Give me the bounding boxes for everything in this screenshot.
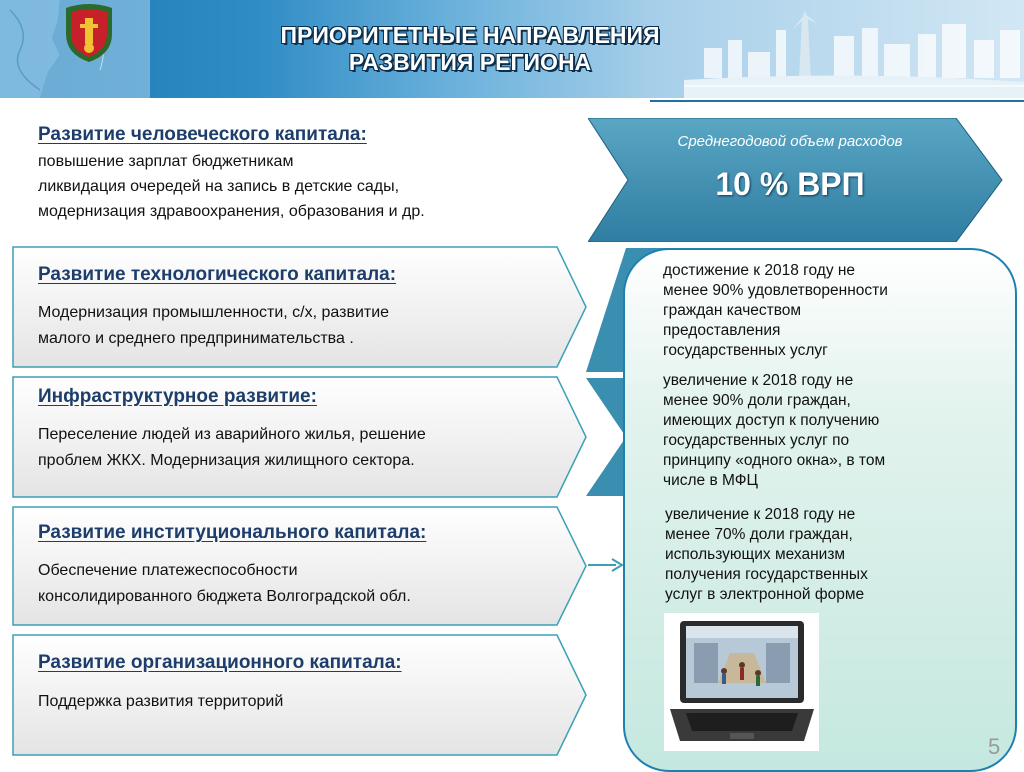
section-line: ликвидация очередей на запись в детские сады, [38, 178, 400, 195]
page-title [220, 22, 720, 76]
result-item [663, 261, 963, 361]
result-item [665, 505, 965, 605]
header-divider [650, 100, 1024, 102]
laptop-image [664, 613, 819, 751]
result-line: достижение к 2018 году не [663, 262, 856, 279]
header-banner [0, 0, 1024, 98]
section-line: малого и среднего предпринимательства . [38, 330, 354, 347]
result-line: увеличение к 2018 году не [665, 506, 856, 523]
title-line-2: РАЗВИТИЯ РЕГИОНА [348, 49, 592, 75]
result-line: государственных услуг [663, 342, 828, 359]
coat-of-arms-icon [60, 4, 118, 64]
title-line-1: ПРИОРИТЕТНЫЕ НАПРАВЛЕНИЯ [280, 22, 660, 48]
section-title: Развитие человеческого капитала: [38, 124, 367, 145]
result-line: принципу «одного окна», в том [663, 452, 886, 469]
result-line: увеличение к 2018 году не [663, 372, 854, 389]
result-item [663, 371, 963, 491]
result-line: получения государственных [665, 566, 868, 583]
result-line: граждан качеством [663, 302, 802, 319]
section-line: повышение зарплат бюджетникам [38, 153, 294, 170]
page-number: 5 [988, 734, 1001, 759]
result-line: государственных услуг по [663, 432, 850, 449]
section-human-capital [38, 124, 578, 224]
expenses-value: 10 % ВРП [715, 166, 865, 202]
section-line: модернизация здравоохранения, образования и др. [38, 203, 425, 220]
section-line: консолидированного бюджета Волгоградской обл. [38, 588, 411, 605]
result-line: менее 90% доли граждан, [663, 392, 851, 409]
section-line: Обеспечение платежеспособности [38, 562, 298, 579]
section-title: Развитие организационного капитала: [38, 652, 402, 673]
section-title: Развитие технологического капитала: [38, 264, 397, 285]
result-line: услуг в электронной форме [665, 586, 865, 603]
section-line: проблем ЖКХ. Модернизация жилищного сектора. [38, 452, 415, 469]
section-title: Инфраструктурное развитие: [38, 386, 317, 407]
section-line: Поддержка развития территорий [38, 693, 284, 710]
section-title: Развитие институционального капитала: [38, 522, 427, 543]
city-skyline-image [684, 0, 1024, 98]
section-line: Переселение людей из аварийного жилья, решение [38, 426, 426, 443]
result-line: менее 90% удовлетворенности [663, 282, 888, 299]
result-line: предоставления [663, 322, 781, 339]
section-institutional-capital [12, 506, 586, 626]
expenses-label: Среднегодовой объем расходов [677, 133, 903, 150]
result-line: менее 70% доли граждан, [665, 526, 853, 543]
section-organizational-capital [12, 634, 586, 756]
result-line: имеющих доступ к получению [663, 412, 880, 429]
section-line: Модернизация промышленности, с/х, развитие [38, 304, 390, 321]
result-line: использующих механизм [665, 546, 846, 563]
section-infrastructure [12, 376, 586, 498]
section-technological-capital [12, 246, 586, 368]
arrow-right-icon [586, 556, 626, 574]
result-line: числе в МФЦ [663, 472, 758, 489]
